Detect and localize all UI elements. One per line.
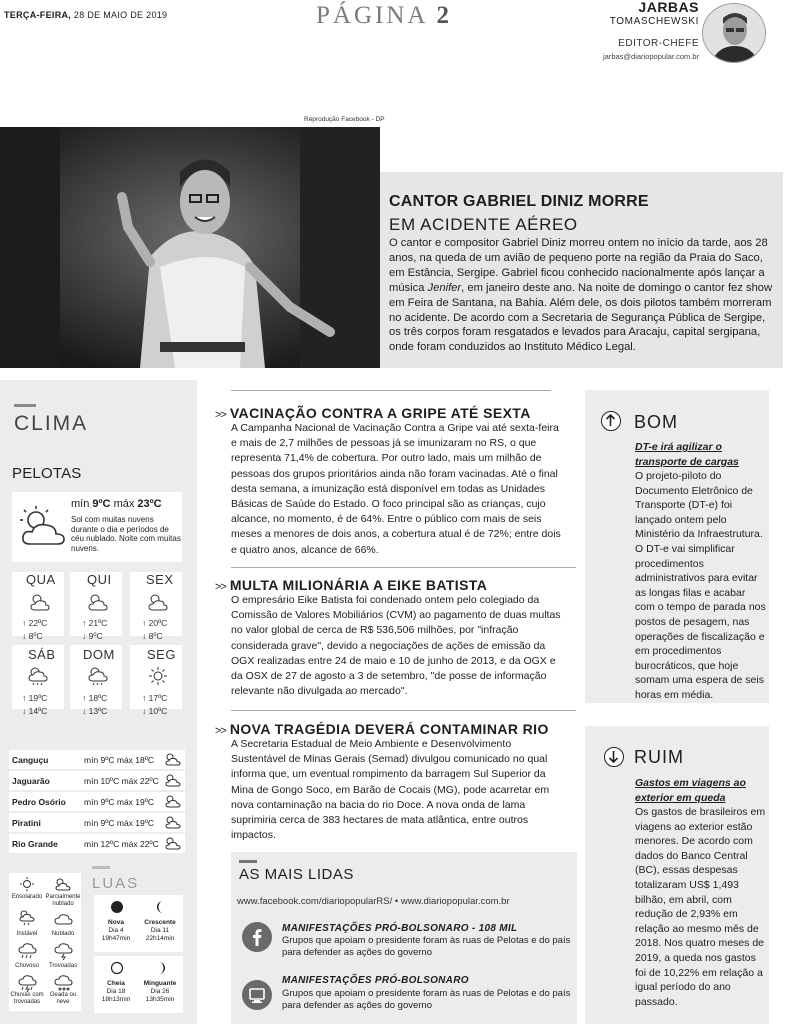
forecast-max: ↑ 22ºC [22, 618, 48, 628]
partly-cloudy-icon [163, 793, 183, 809]
city-temps: mín 9ºC máx 19ºC [84, 797, 154, 807]
city-row [9, 771, 185, 790]
forecast-max: ↑ 19ºC [22, 693, 48, 703]
forecast-min: ↓ 8ºC [142, 631, 163, 641]
new-moon-icon [110, 900, 124, 914]
forecast-max: ↑ 20ºC [142, 618, 168, 628]
most-read-urls[interactable]: www.facebook.com/diariopopularRS/ • www.diariopopular.com.br [237, 896, 510, 907]
most-read-item-title[interactable]: MANIFESTAÇÕES PRÓ-BOLSONARO [282, 975, 469, 986]
article-heading [215, 405, 531, 421]
moon-phases-bottom [94, 956, 183, 1013]
crescent-moon-icon [154, 900, 168, 914]
editor-last-name: TOMASCHEWSKI [609, 16, 699, 27]
most-read-item-text: Grupos que apoiam o presidente foram às ruas de Pelotas e do país para defender as ações do governo [282, 935, 571, 958]
article-body: A Secretaria Estadual de Meio Ambiente e Desenvolvimento Sustentável de Minas Gerais (Semad) divulgou comunicado no qual informa que, um eventual rompimento da barragem Sul Superior da Mina de Gongo Soco, em Barão de Cocais (MG), pode acarretar em nova contaminação na bacia do rio Doce. A nova onda de lama suprimiria cerca de 383 hectares de mata atlântica, entre outros impactos. [231, 738, 550, 842]
city-row [9, 792, 185, 811]
legend-label: Nublado [51, 931, 75, 937]
divider [231, 710, 576, 711]
editor-avatar [702, 3, 766, 63]
header-date [4, 10, 167, 20]
bad-news-body: Os gastos de brasileiros em viagens ao exterior estão menores. De acordo com dados do Banco Central (BC), essas despesas totalizaram US$ 1,493 bilhão, em abril, com redução de 2,93% em relação ao mesmo mês de 2018. Nos quatro meses de 2019, a queda nos gastos foi de 10,22% em relação a igual período do ano passado. [635, 806, 766, 1008]
forecast-min: ↓ 9ºC [82, 631, 103, 641]
forecast-max: ↑ 21ºC [82, 618, 108, 628]
legend-label: Geada ou neve [49, 992, 77, 1005]
city-title: PELOTAS [12, 465, 82, 482]
luas-bar [92, 866, 110, 869]
partly-cloudy-icon [86, 592, 110, 612]
forecast-min: ↓ 13ºC [82, 706, 108, 716]
forecast-min: ↓ 10ºC [142, 706, 168, 716]
article-body: A Campanha Nacional de Vacinação Contra a Gripe vai até sexta-feira e mais de 2,7 milhões de pessoas já se imunizaram no RS, o que representa 71,4% de cobertura. Por outro lado, mais um milhão de pessoas dos grupos prioritários ainda não foram vacinadas. Até o final desta semana, a imunização está disponível em todas as Unidades Básicas de Saúde do Estado. O foco principal são as crianças, cujo alcance, no momento, é de 64%. Entre o público com mais de seis meses a menores de dois anos, a cobertura atual é de 72%; entre dois e quatro anos, alcance de 66%. [231, 422, 561, 556]
weather-legend [9, 873, 81, 1011]
legend-label: Parcialmente nublado [45, 894, 81, 907]
city-temps: mín 9ºC máx 19ºC [84, 818, 154, 828]
most-read-title: AS MAIS LIDAS [239, 866, 354, 883]
snow-icon [53, 974, 73, 992]
article-arrow: >> [215, 581, 226, 593]
today-description: Sol com muitas nuvens durante o dia e períodos de céu nublado. Noite com muitas nuvens. [71, 515, 181, 553]
clima-title: CLIMA [14, 412, 89, 435]
moon-name: Minguante [143, 980, 177, 987]
full-moon-icon [110, 961, 124, 975]
divider [231, 567, 576, 568]
article-title: MULTA MILIONÁRIA A EIKE BATISTA [229, 577, 488, 593]
forecast-max: ↑ 17ºC [142, 693, 168, 703]
good-news-body: O projeto-piloto do Documento Eletrônico de Transporte (DT-e) foi lançado ontem pelo Ministério da Infraestrutura. O DT-e vai simplificar procedimentos administrativos para evitar as longas filas e acabar com o tempo de parada nos postos de pesagem, nas operações de fiscalização e em procedimentos burocráticos, que hoje somam uma espera de seis horas em média. [635, 470, 766, 701]
forecast-min: ↓ 8ºC [22, 631, 43, 641]
partly-cloudy-icon [163, 814, 183, 830]
page-label [316, 2, 449, 30]
arrow-up-icon [601, 411, 621, 431]
good-news-title: BOM [634, 412, 679, 432]
photo-credit: Reprodução Facebook - DP [304, 116, 385, 123]
moon-name: Cheia [107, 980, 125, 987]
moon-name: Crescente [144, 919, 176, 926]
page-number: 2 [436, 2, 449, 29]
moon-day: Dia 4 [108, 927, 124, 934]
legend-label: Ensolarado [11, 894, 43, 900]
editor-first-name: JARBAS [638, 0, 699, 15]
bad-news-title: RUIM [634, 747, 684, 767]
today-max: 23ºC [137, 498, 162, 510]
today-min: 9ºC [92, 498, 111, 510]
facebook-icon [242, 922, 272, 952]
bad-news-subtitle: Gastos em viagens ao exterior em queda [635, 777, 746, 804]
article-title: NOVA TRAGÉDIA DEVERÁ CONTAMINAR RIO [229, 721, 549, 737]
moon-day: Dia 26 [150, 988, 170, 995]
most-read-item-text: Grupos que apoiam o presidente foram às ruas de Pelotas e do país para defender as ações do governo [282, 988, 571, 1011]
header-date-text: 28 DE MAIO DE 2019 [73, 10, 168, 20]
forecast-day-name: SEG [147, 647, 176, 662]
top-story-body [389, 236, 777, 355]
city-row [9, 750, 185, 769]
partly-cloudy-icon [146, 592, 170, 612]
sunny-icon [18, 876, 36, 892]
waning-moon-icon [154, 961, 168, 975]
moon-time: 18h13min [101, 996, 131, 1003]
sunny-icon [148, 666, 168, 686]
partly-cloudy-icon [53, 876, 73, 892]
city-name: Rio Grande [12, 839, 58, 849]
article-title: VACINAÇÃO CONTRA A GRIPE ATÉ SEXTA [229, 405, 531, 421]
legend-label: Chuvoso [15, 963, 39, 969]
legend-label: Trovoadas [48, 963, 78, 969]
city-temps: mín 10ºC máx 22ºC [84, 776, 159, 786]
moon-day: Dia 11 [150, 927, 170, 934]
legend-label: Instável [16, 931, 38, 937]
today-max-label: máx [113, 498, 135, 510]
unstable-icon [86, 666, 110, 686]
top-story-title: CANTOR GABRIEL DINIZ MORRE [389, 193, 649, 210]
top-story-subtitle: EM ACIDENTE AÉREO [389, 215, 578, 234]
city-name: Jaguarão [12, 776, 50, 786]
legend-label: Chuvas com trovoadas [10, 992, 44, 1005]
partly-cloudy-icon [163, 835, 183, 851]
editor-role: EDITOR-CHEFE [618, 38, 699, 49]
page-label-text: PÁGINA [316, 2, 429, 29]
cloudy-icon [53, 911, 73, 927]
city-temps: mín 9ºC máx 18ºC [84, 755, 154, 765]
rain-icon [17, 942, 37, 960]
header-weekday: TERÇA-FEIRA, [4, 10, 72, 20]
top-story-body-part1: O cantor e compositor Gabriel Diniz morreu ontem no início da tarde, aos 28 anos, na queda de um avião de pequeno porte na região da Praia do Saco, em Estância, Sergipe. Gabriel ficou conhecido nacionalmente após lançar a música [389, 237, 768, 294]
editor-name [610, 0, 699, 28]
most-read-item-title[interactable]: MANIFESTAÇÕES PRÓ-BOLSONARO - 108 MIL [282, 923, 518, 934]
partly-cloudy-icon [163, 751, 183, 767]
forecast-day-name: DOM [83, 647, 115, 662]
partly-cloudy-icon [163, 772, 183, 788]
city-name: Piratini [12, 818, 41, 828]
forecast-day-name: SÁB [28, 647, 56, 662]
city-name: Canguçu [12, 755, 49, 765]
moon-day: Dia 18 [106, 988, 126, 995]
city-row [9, 834, 185, 853]
forecast-day-name: QUI [87, 572, 112, 587]
article-heading [215, 577, 487, 593]
partly-cloudy-icon [16, 504, 70, 548]
top-story-body-part2: , em janeiro deste ano. Na noite de domingo o cantor fez show em Feira de Santana, na Bahia. Além dele, os dois pilotos também morreram no acidente. De acordo com a Secretaria de Segurança Pública de Sergipe, os três corpos foram resgatados e levados para Aracaju, capital sergipana, onde foram conduzidos ao Instituto Médico Legal. [389, 281, 773, 354]
moon-name: Nova [108, 919, 124, 926]
singer-photo [0, 127, 380, 368]
computer-icon [242, 980, 272, 1010]
today-temps [71, 498, 162, 510]
unstable-icon [17, 909, 37, 927]
forecast-min: ↓ 14ºC [22, 706, 48, 716]
good-news-subtitle: DT-e irá agilizar o transporte de cargas [635, 441, 739, 468]
article-arrow: >> [215, 725, 226, 737]
thunder-icon [53, 942, 73, 960]
partly-cloudy-icon [28, 592, 52, 612]
moon-time: 22h14min [145, 935, 175, 942]
city-name: Pedro Osório [12, 797, 66, 807]
moon-time: 13h35min [145, 996, 175, 1003]
arrow-down-icon [604, 747, 624, 767]
divider [231, 390, 551, 391]
top-story-body-song: Jenifer [427, 281, 462, 294]
city-temps: mín 12ºC máx 22ºC [84, 839, 159, 849]
unstable-icon [26, 666, 50, 686]
article-arrow: >> [215, 409, 226, 421]
city-row [9, 813, 185, 832]
forecast-day-name: SEX [146, 572, 174, 587]
moon-phases-top [94, 895, 183, 952]
editor-email[interactable]: jarbas@diariopopular.com.br [603, 52, 699, 61]
today-min-label: mín [71, 498, 90, 510]
article-body: O empresário Eike Batista foi condenado ontem pelo colegiado da Comissão de Valores Mobiliários (CVM) ao pagamento de duas multas no valor global de cerca de R$ 536,506 milhões, por "infração considerada grave", devido a negociações de ações de emissão da OGX realizadas entre 24 de maio e 10 de junho de 2013, e da OGX e da OSX de 27 de agosto a 3 de setembro, "de posse de informação relevante não divulgada ao mercado". [231, 594, 561, 698]
moon-time: 19h47min [101, 935, 131, 942]
forecast-max: ↑ 18ºC [82, 693, 108, 703]
storm-rain-icon [17, 974, 37, 992]
article-heading [215, 721, 549, 737]
clima-bar [14, 404, 36, 407]
moons-title: LUAS [92, 875, 140, 892]
forecast-day-name: QUA [26, 572, 56, 587]
most-read-bar [239, 860, 257, 863]
